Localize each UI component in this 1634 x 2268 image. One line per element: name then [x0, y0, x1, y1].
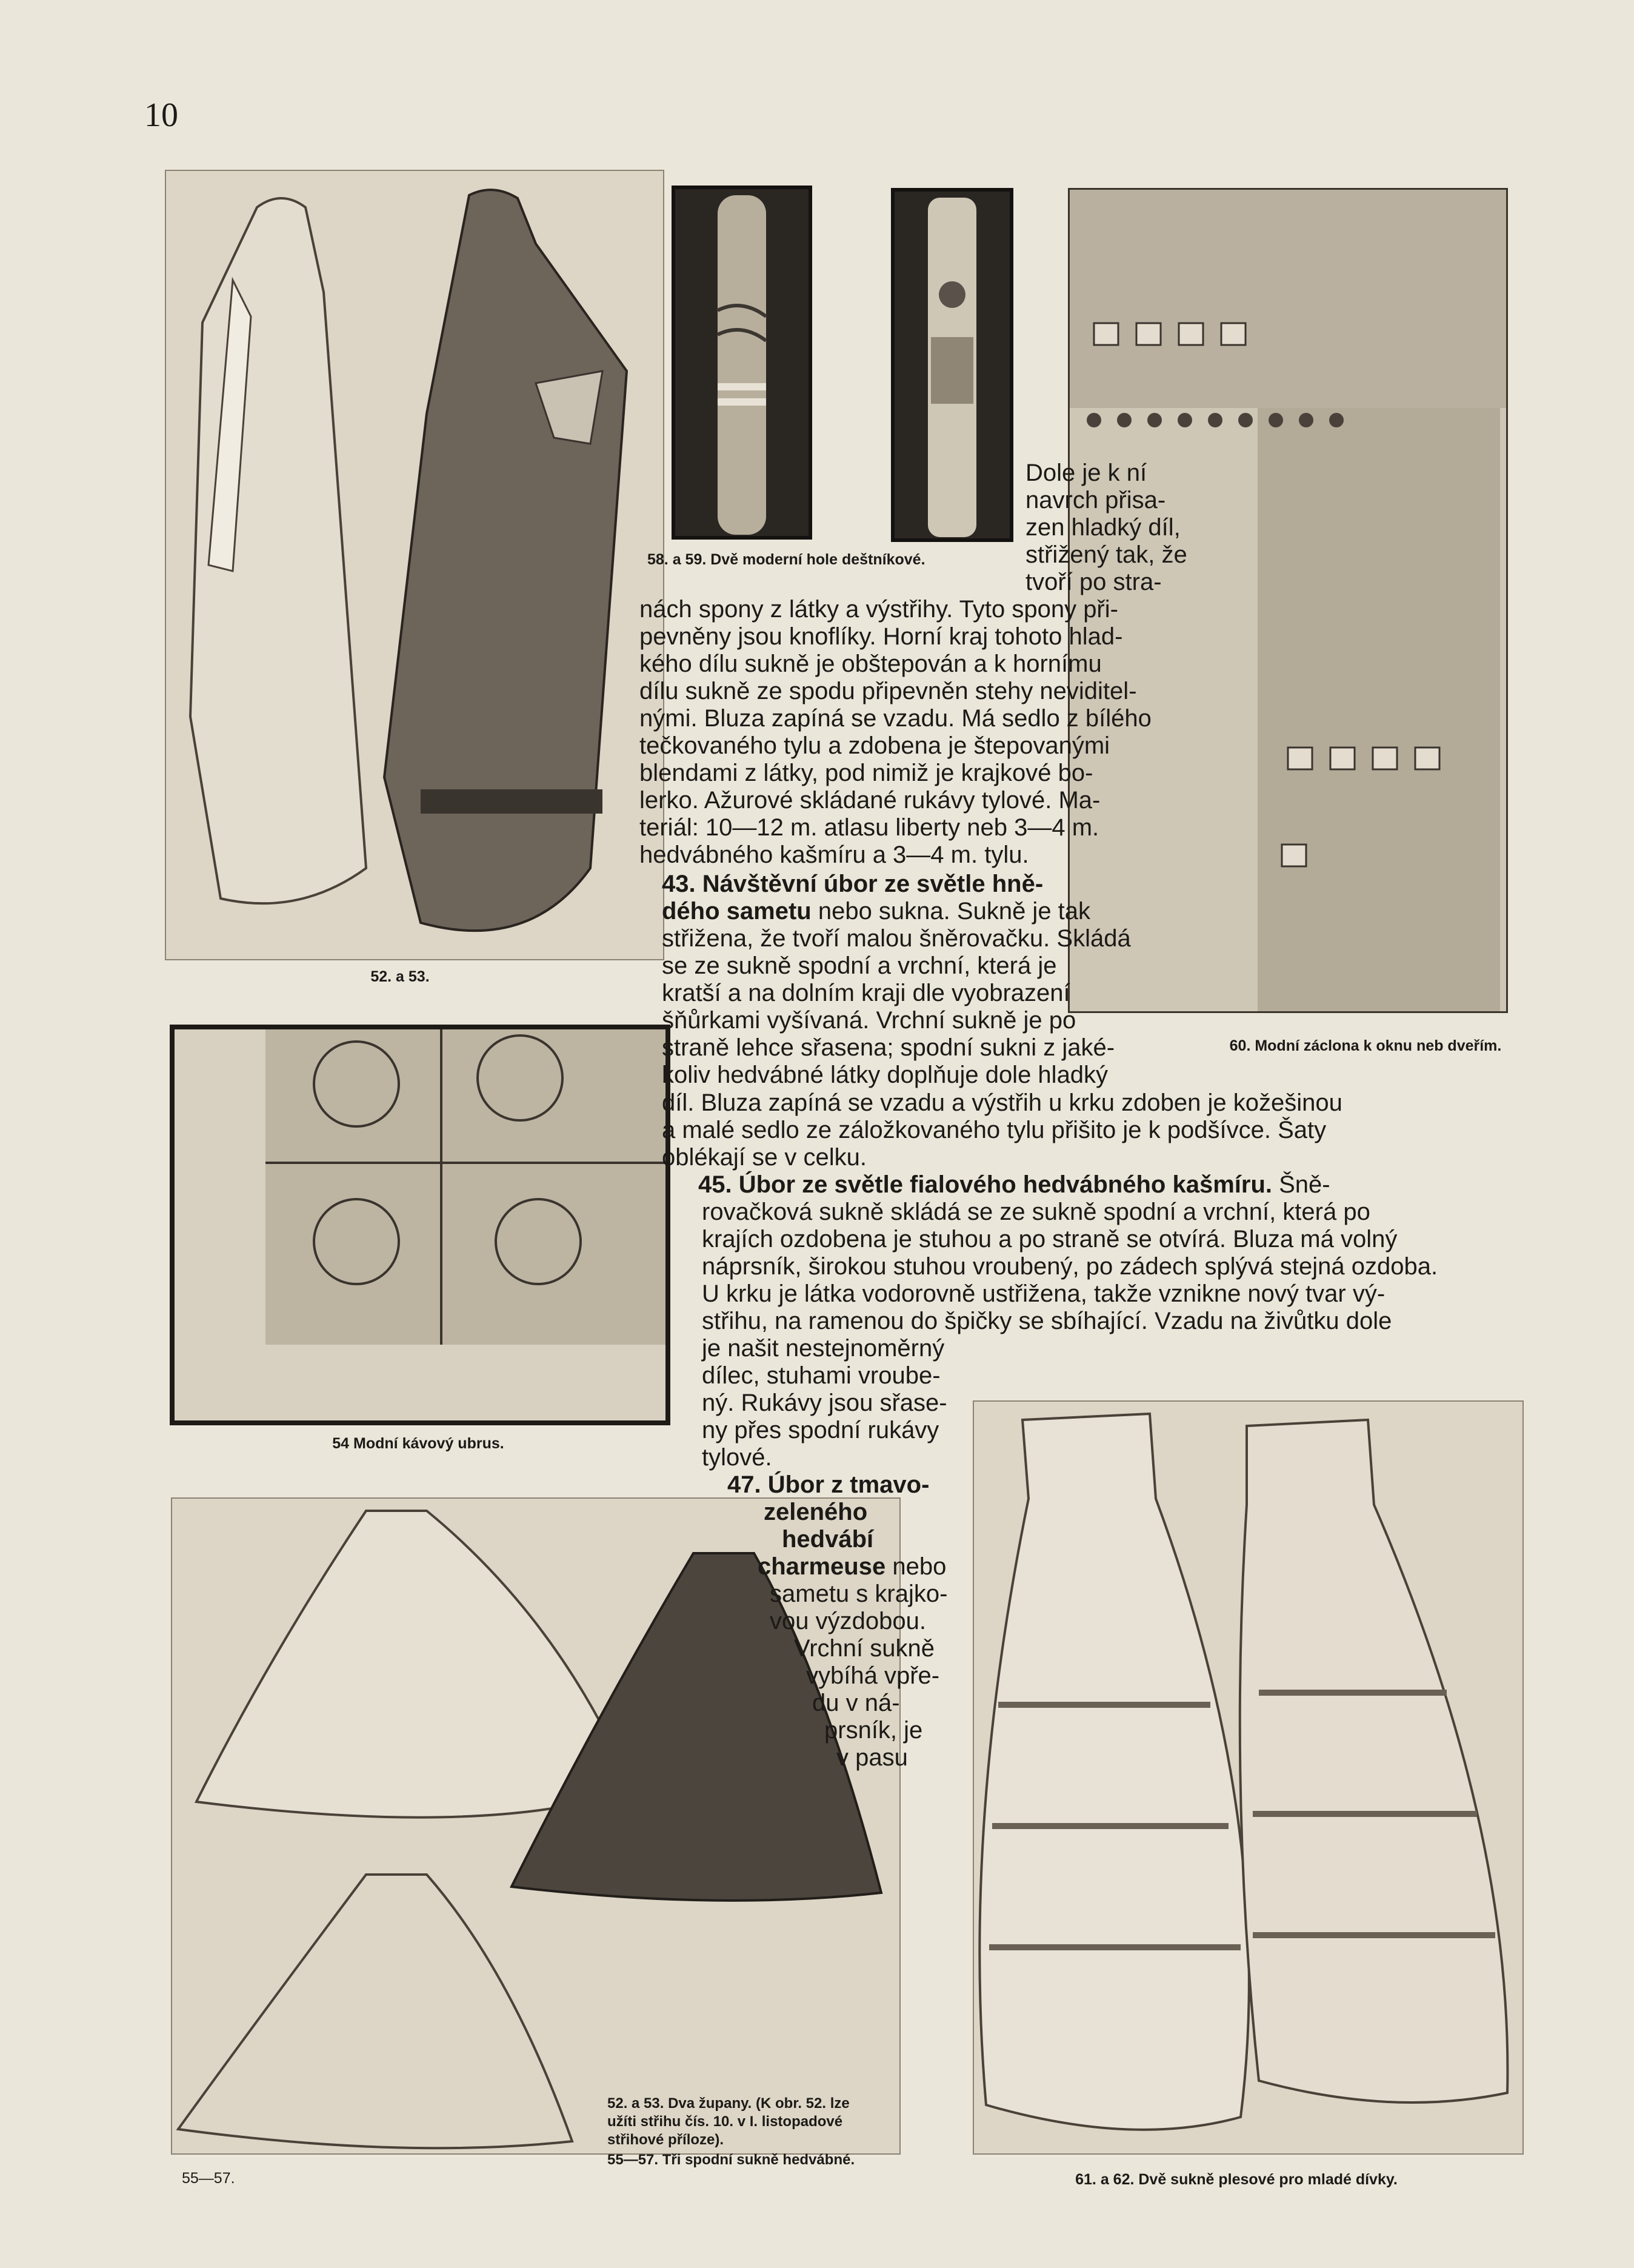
text-fragment: Šně- [1272, 1171, 1330, 1198]
figure-ball-skirts [973, 1400, 1524, 2155]
text-line: šňůrkami vyšívaná. Vrchní sukně je po [662, 1007, 1076, 1034]
text-line: U krku je látka vodorovně ustřižena, takže vznikne nový tvar vý- [702, 1280, 1386, 1307]
paragraph-45-body [702, 1199, 1514, 1335]
figure-umbrella-handle-58 [672, 186, 812, 540]
umbrella-handle-58-illustration [675, 189, 809, 536]
caption-fig-52-53-long: 52. a 53. Dva župany. (K obr. 52. lze užíti střihu čís. 10. v I. listopadové střihové příloze). [607, 2095, 850, 2148]
text-line: sametu s krajko- [770, 1581, 948, 1607]
tablecloth-illustration [175, 1029, 665, 1420]
paragraph-continuation [639, 596, 1203, 869]
caption-fig-61-62: 61. a 62. Dvě sukně plesové pro mladé dívky. [1075, 2171, 1398, 2188]
text-line: oblékají se v celku. [662, 1144, 867, 1171]
text-line: kratší a na dolním kraji dle vyobrazení [662, 980, 1070, 1006]
text-line: rovačková sukně skládá se ze sukně spodní a vrchní, která po [702, 1199, 1370, 1225]
paragraph-heading: Úbor ze světle fialového hedvábného kašmíru. [738, 1171, 1272, 1198]
text-fragment: nebo [885, 1553, 947, 1580]
paragraph-heading: Návštěvní úbor ze světle hně- [702, 871, 1044, 897]
figure-umbrella-handle-59 [891, 188, 1013, 542]
text-line: vou výzdobou. [770, 1608, 926, 1634]
dressing-gowns-illustration [166, 171, 663, 959]
text-line: dílec, stuhami vroube- [702, 1362, 941, 1389]
text-line: nách spony z látky a výstřihy. Tyto spony při- [639, 596, 1118, 623]
caption-fig-54: 54 Modní kávový ubrus. [332, 1435, 504, 1452]
text-line: ny přes spodní rukávy [702, 1417, 939, 1443]
paragraph-45 [698, 1171, 1516, 1199]
text-line: dílu sukně ze spodu připevněn stehy neviditel- [639, 678, 1137, 704]
text-line: teriál: 10—12 m. atlasu liberty neb 3—4 m. [639, 814, 1099, 841]
text-line: vybíhá vpře- [806, 1662, 940, 1689]
page-number: 10 [144, 96, 178, 134]
text-top-right [1025, 460, 1207, 596]
paragraph-heading: Úbor z tmavo- [767, 1471, 930, 1498]
text-line: tylové. [702, 1444, 772, 1471]
text-fragment: nebo sukna. Sukně je tak [811, 898, 1091, 925]
paragraph-43-wide [662, 1089, 1510, 1171]
paragraph-heading: zeleného [764, 1499, 868, 1525]
heading-line [662, 871, 1207, 898]
caption-fig-52-53-short: 52. a 53. [370, 968, 430, 985]
text-line: zen hladký díl, [1025, 514, 1181, 541]
paragraph-heading: hedvábí [782, 1526, 874, 1553]
umbrella-handle-59-illustration [895, 192, 1010, 538]
caption-fig-55-57-long: 55—57. Tři spodní sukně hedvábné. [607, 2152, 855, 2168]
text-line: du v ná- [812, 1690, 900, 1716]
text-line: díl. Bluza zapíná se vzadu a výstřih u krku zdoben je kožešinou [662, 1089, 1342, 1116]
paragraph-45-narrow [702, 1335, 962, 1471]
text-line: Vrchní sukně [794, 1635, 935, 1662]
text-line: střihu, na ramenou do špičky se sbíhající. Vzadu na živůtku dole [702, 1308, 1392, 1334]
text-line: straně lehce sřasena; spodní sukni z jaké- [662, 1034, 1115, 1061]
caption-fig-60: 60. Modní záclona k oknu neb dveřím. [1229, 1037, 1502, 1054]
text-line: krajích ozdobena je stuhou a po straně se otvírá. Bluza má volný [702, 1226, 1398, 1253]
caption-fig-55-57-short: 55—57. [182, 2170, 235, 2187]
text-line: nými. Bluza zapíná se vzadu. Má sedlo z bílého [639, 705, 1152, 732]
text-line: tečkovaného tylu a zdobena je štepovanými [639, 732, 1110, 759]
text-line: lerko. Ažurové skládané rukávy tylové. Ma- [639, 787, 1101, 814]
text-line: blendami z látky, pod nimiž je krajkové bo- [639, 760, 1093, 786]
text-line: navrch přisa- [1025, 487, 1166, 513]
text-line: střižený tak, že [1025, 541, 1187, 568]
figure-dressing-gowns [165, 170, 664, 960]
text-line: Dole je k ní [1025, 460, 1147, 486]
text-line: pevněny jsou knoflíky. Horní kraj tohoto hlad- [639, 623, 1123, 650]
text-line: koliv hedvábné látky doplňuje dole hladký [662, 1062, 1109, 1088]
text-line: a malé sedlo ze záložkovaného tylu přišito je k podšívce. Šaty [662, 1117, 1327, 1143]
text-line: prsník, je [824, 1717, 923, 1744]
text-line: se ze sukně spodní a vrchní, která je [662, 952, 1057, 979]
paragraph-heading: dého sametu [662, 898, 812, 925]
paragraph-number: 47. [727, 1471, 761, 1498]
figure-tablecloth [170, 1025, 670, 1425]
paragraph-43 [662, 871, 1207, 1089]
text-line: ný. Rukávy jsou sřase- [702, 1390, 947, 1416]
text-line: náprsník, širokou stuhou vroubený, po zádech splývá stejná ozdoba. [702, 1253, 1438, 1280]
ball-skirts-illustration [974, 1402, 1522, 2153]
text-line: kého dílu sukně je obštepován a k hornímu [639, 651, 1102, 677]
caption-fig-58-59: 58. a 59. Dvě moderní hole deštníkové. [647, 551, 925, 568]
text-line: tvoří po stra- [1025, 569, 1162, 595]
heading-line [727, 1471, 976, 1499]
paragraph-heading: charmeuse [758, 1553, 886, 1580]
heading-line [698, 1171, 1516, 1199]
paragraph-47 [727, 1471, 976, 1771]
heading-line [727, 1553, 976, 1581]
paragraph-number: 45. [698, 1171, 732, 1198]
heading-line [662, 898, 1207, 925]
text-line: střižena, že tvoří malou šněrovačku. Skládá [662, 925, 1131, 952]
paragraph-number: 43. [662, 871, 696, 897]
text-line: je našit nestejnoměrný [702, 1335, 945, 1362]
text-line: v pasu [836, 1744, 908, 1771]
text-line: hedvábného kašmíru a 3—4 m. tylu. [639, 841, 1029, 868]
